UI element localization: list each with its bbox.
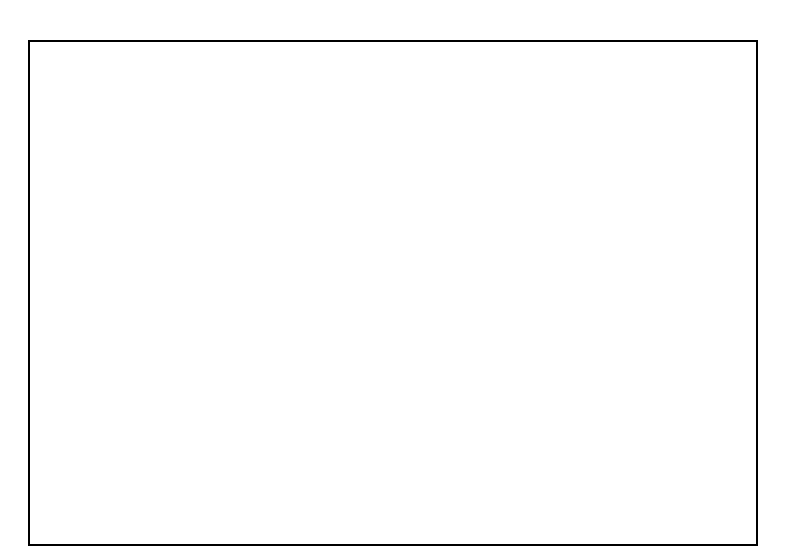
syllable-board — [28, 40, 758, 546]
